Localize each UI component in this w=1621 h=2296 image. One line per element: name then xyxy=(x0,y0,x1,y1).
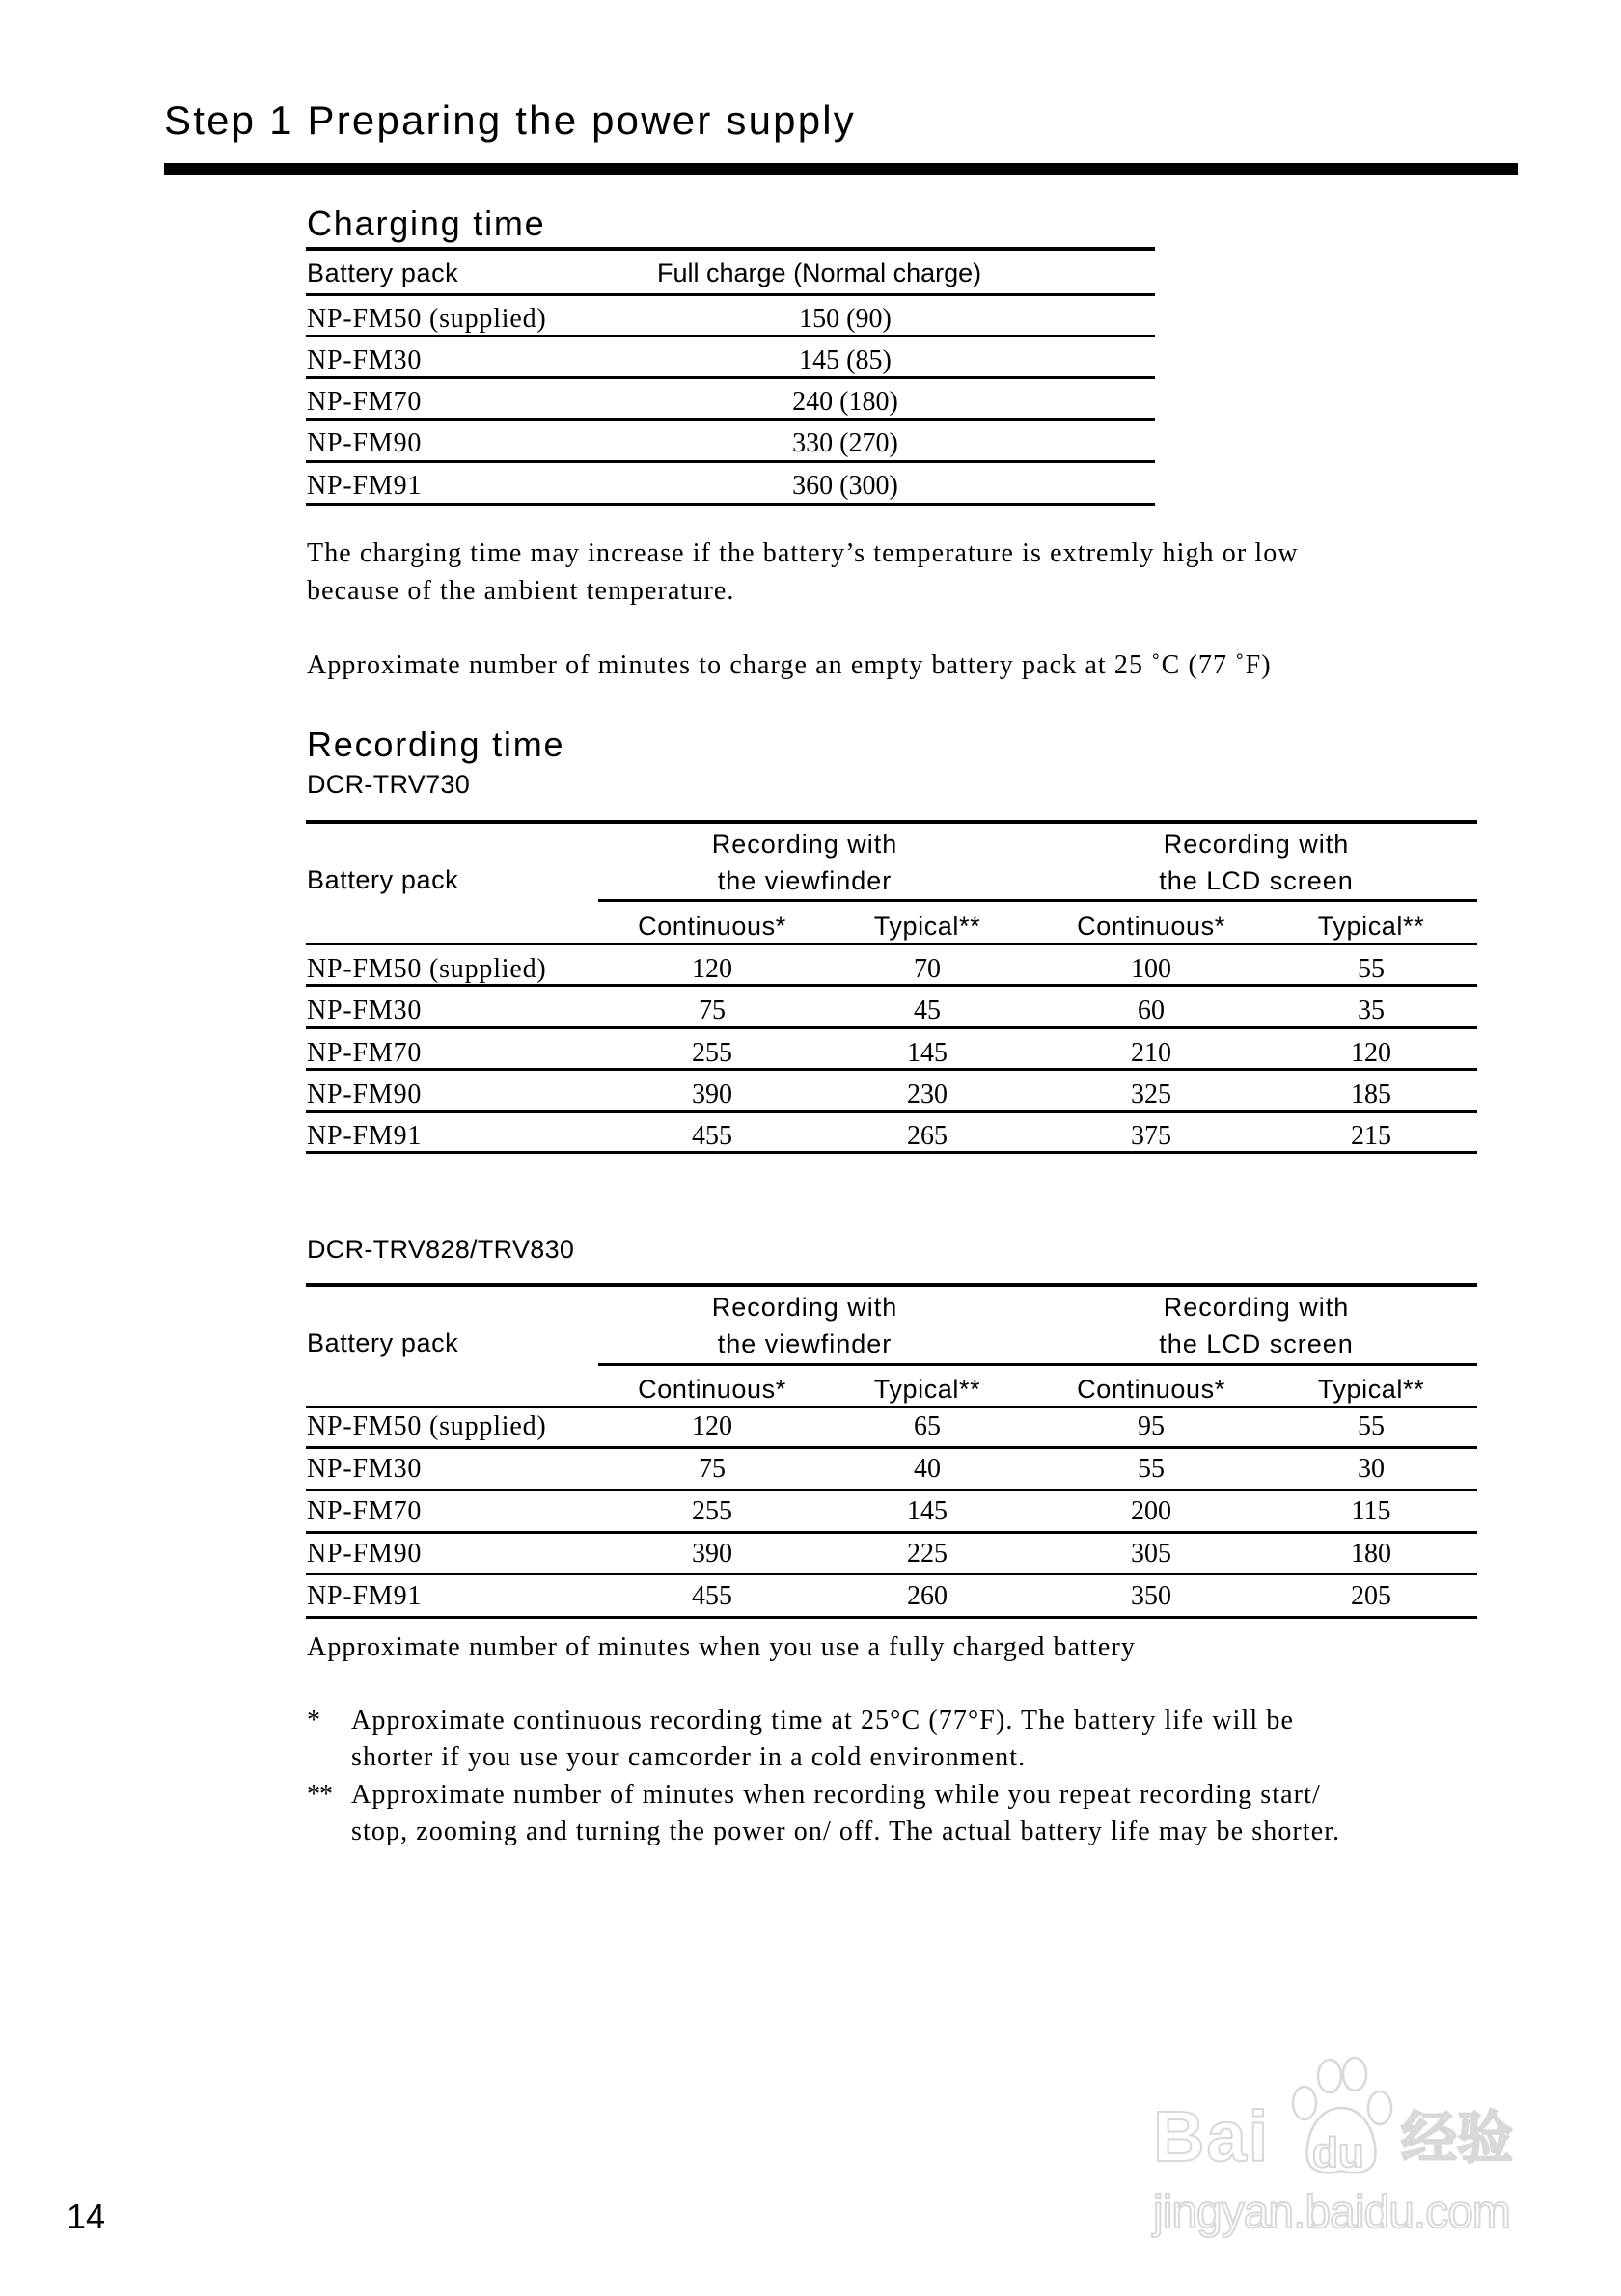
table-cell: 95 xyxy=(1138,1411,1165,1441)
charging-row-pack: NP-FM30 xyxy=(307,345,423,375)
table-cell: 65 xyxy=(914,1411,941,1441)
row-rule xyxy=(306,1446,1477,1449)
table-bottom-rule xyxy=(306,1151,1477,1154)
row-rule xyxy=(306,984,1477,987)
charging-row-value: 330 (270) xyxy=(792,428,898,458)
charging-row-value: 150 (90) xyxy=(799,304,892,334)
table-cell: 230 xyxy=(907,1080,948,1109)
table-cell: 375 xyxy=(1131,1121,1171,1151)
charging-minutes-note: Approximate number of minutes to charge an empty battery pack at 25 ˚C (77 ˚F) xyxy=(307,650,1272,680)
watermark-chinese: 经验 xyxy=(1401,2107,1514,2170)
table-cell: 205 xyxy=(1351,1581,1391,1611)
group-header-lcd: Recording with xyxy=(1163,830,1350,859)
table-cell: 455 xyxy=(692,1581,732,1611)
table-top-rule xyxy=(306,820,1477,824)
table-row-pack: NP-FM90 xyxy=(307,1080,423,1109)
table-cell: 60 xyxy=(1138,996,1165,1025)
group-header-lcd: the LCD screen xyxy=(1159,866,1354,895)
title-bar-divider xyxy=(164,163,1518,175)
baidu-jingyan-watermark xyxy=(1148,2055,1525,2238)
column-header-vf-typical: Typical** xyxy=(873,1375,981,1404)
table-top-rule xyxy=(306,1283,1477,1287)
table-cell: 255 xyxy=(692,1496,732,1526)
table-cell: 70 xyxy=(914,954,941,984)
column-header-battery-pack: Battery pack xyxy=(307,865,459,894)
group-header-lcd: Recording with xyxy=(1163,1293,1350,1322)
table-row-pack: NP-FM70 xyxy=(307,1038,423,1068)
table-cell: 255 xyxy=(692,1038,732,1068)
table-cell: 45 xyxy=(914,996,941,1025)
table-cell: 145 xyxy=(907,1496,948,1526)
column-header-lcd-continuous: Continuous* xyxy=(1077,912,1225,941)
table-cell: 30 xyxy=(1358,1454,1385,1484)
table-row-pack: NP-FM90 xyxy=(307,1539,423,1569)
column-header-battery-pack: Battery pack xyxy=(307,1328,459,1357)
table-cell: 265 xyxy=(907,1121,948,1151)
footnote-text: Approximate continuous recording time at 25°C (77°F). The battery life will be xyxy=(351,1706,1295,1736)
table-cell: 350 xyxy=(1131,1581,1171,1611)
column-header-lcd-typical: Typical** xyxy=(1317,1375,1425,1404)
footnote-marker: ** xyxy=(307,1780,332,1810)
charging-row-pack: NP-FM90 xyxy=(307,428,423,458)
group-header-viewfinder: Recording with xyxy=(711,1293,898,1322)
table-cell: 75 xyxy=(699,996,726,1025)
charging-row-value: 360 (300) xyxy=(792,471,898,501)
table-row-pack: NP-FM70 xyxy=(307,1496,423,1526)
charging-note-line: because of the ambient temperature. xyxy=(307,576,735,606)
row-rule xyxy=(306,1068,1477,1071)
row-rule xyxy=(306,1026,1477,1029)
column-header-vf-continuous: Continuous* xyxy=(638,912,786,941)
row-rule xyxy=(306,1531,1477,1534)
table-cell: 55 xyxy=(1358,954,1385,984)
table-cell: 120 xyxy=(692,1411,732,1441)
charging-time-heading: Charging time xyxy=(307,204,546,243)
header-rule xyxy=(306,293,1155,296)
footnote-text: Approximate number of minutes when recording while you repeat recording start/ xyxy=(351,1780,1321,1810)
row-rule xyxy=(306,460,1155,463)
recording-minutes-note: Approximate number of minutes when you use a fully charged battery xyxy=(307,1632,1136,1662)
row-rule xyxy=(306,1110,1477,1113)
table-cell: 145 xyxy=(907,1038,948,1068)
charging-row-pack: NP-FM70 xyxy=(307,387,423,417)
table-cell: 75 xyxy=(699,1454,726,1484)
row-rule xyxy=(306,376,1155,379)
table-row-pack: NP-FM50 (supplied) xyxy=(307,954,547,984)
table-top-rule xyxy=(306,247,1155,251)
table-cell: 185 xyxy=(1351,1080,1391,1109)
table-cell: 260 xyxy=(907,1581,948,1611)
page-number: 14 xyxy=(67,2197,106,2236)
table-bottom-rule xyxy=(306,503,1155,506)
table-cell: 115 xyxy=(1351,1496,1391,1526)
row-rule xyxy=(306,335,1155,337)
charging-row-pack: NP-FM91 xyxy=(307,471,423,501)
table-cell: 200 xyxy=(1131,1496,1171,1526)
subheader-rule xyxy=(598,1363,1477,1366)
header-rule xyxy=(306,1406,1477,1408)
watermark-brand: Bai xyxy=(1153,2096,1271,2176)
table-cell: 100 xyxy=(1131,954,1171,984)
table-cell: 455 xyxy=(692,1121,732,1151)
table-cell: 55 xyxy=(1358,1411,1385,1441)
table-row-pack: NP-FM91 xyxy=(307,1581,423,1611)
table-bottom-rule xyxy=(306,1616,1477,1619)
group-header-viewfinder: the viewfinder xyxy=(717,866,893,895)
table-cell: 120 xyxy=(1351,1038,1391,1068)
table-row-pack: NP-FM91 xyxy=(307,1121,423,1151)
charging-note-line: The charging time may increase if the battery’s temperature is extremly high or low xyxy=(307,538,1299,568)
table-cell: 35 xyxy=(1358,996,1385,1025)
column-header-lcd-typical: Typical** xyxy=(1317,912,1425,941)
page-title: Step 1 Preparing the power supply xyxy=(164,97,856,143)
group-header-lcd: the LCD screen xyxy=(1159,1329,1354,1358)
table-cell: 390 xyxy=(692,1080,732,1109)
column-header-battery-pack: Battery pack xyxy=(307,259,459,287)
table-row-pack: NP-FM30 xyxy=(307,996,423,1025)
group-header-viewfinder: Recording with xyxy=(711,830,898,859)
footnote-text: stop, zooming and turning the power on/ off. The actual battery life may be shorter. xyxy=(351,1817,1341,1846)
column-header-full-charge: Full charge (Normal charge) xyxy=(657,259,982,287)
column-header-vf-typical: Typical** xyxy=(873,912,981,941)
table-cell: 55 xyxy=(1138,1454,1165,1484)
table-row-pack: NP-FM50 (supplied) xyxy=(307,1411,547,1441)
charging-row-pack: NP-FM50 (supplied) xyxy=(307,304,547,334)
footnote-text: shorter if you use your camcorder in a cold environment. xyxy=(351,1742,1027,1772)
table-cell: 390 xyxy=(692,1539,732,1569)
table-cell: 180 xyxy=(1351,1539,1391,1569)
table-cell: 120 xyxy=(692,954,732,984)
table-cell: 305 xyxy=(1131,1539,1171,1569)
table-cell: 40 xyxy=(914,1454,941,1484)
row-rule xyxy=(306,418,1155,421)
footnote-marker: * xyxy=(307,1706,322,1736)
column-header-lcd-continuous: Continuous* xyxy=(1077,1375,1225,1404)
column-header-vf-continuous: Continuous* xyxy=(638,1375,786,1404)
row-rule xyxy=(306,1573,1477,1575)
table-cell: 325 xyxy=(1131,1080,1171,1109)
table-cell: 225 xyxy=(907,1539,948,1569)
model-label: DCR-TRV730 xyxy=(307,770,471,799)
table-cell: 215 xyxy=(1351,1121,1391,1151)
charging-row-value: 145 (85) xyxy=(799,345,892,375)
group-header-viewfinder: the viewfinder xyxy=(717,1329,893,1358)
charging-row-value: 240 (180) xyxy=(792,387,898,417)
model-label: DCR-TRV828/TRV830 xyxy=(307,1235,575,1264)
table-row-pack: NP-FM30 xyxy=(307,1454,423,1484)
table-cell: 210 xyxy=(1131,1038,1171,1068)
watermark-url: jingyan.baidu.com xyxy=(1153,2187,1510,2238)
recording-time-heading: Recording time xyxy=(307,724,565,764)
header-rule xyxy=(306,943,1477,945)
watermark-du: du xyxy=(1312,2129,1364,2176)
subheader-rule xyxy=(598,899,1477,902)
row-rule xyxy=(306,1489,1477,1491)
